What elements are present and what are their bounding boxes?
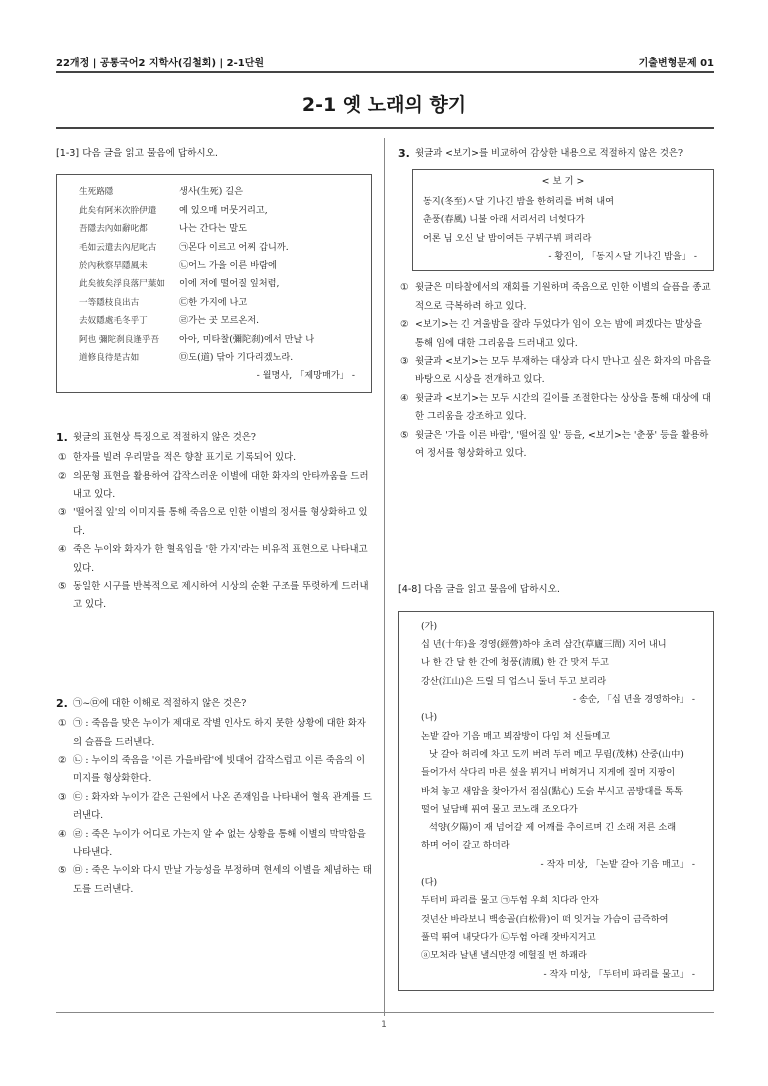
option-list	[56, 715, 372, 899]
poem-translation: ㉣가는 곳 모르온저.	[179, 315, 260, 327]
poem-box-jemangmaega	[56, 174, 372, 392]
option-text: '떨어질 잎'의 이미지를 통해 죽음으로 인한 이별의 정서를 형상화하고 있다.	[73, 507, 368, 537]
answer-option	[398, 390, 714, 427]
question-number: 1.	[56, 430, 68, 444]
option-marker: ⑤	[400, 429, 409, 441]
answer-option	[56, 468, 372, 505]
question-2	[56, 695, 372, 899]
passage-line: 하며 어이 갈고 하더라	[421, 840, 510, 852]
bogi-line: 어론 님 오신 날 밤이여든 구뷔구뷔 펴리라	[423, 232, 592, 244]
question-number: 3.	[398, 147, 410, 160]
option-text: ㉡ : 누이의 죽음을 '이른 가을바람'에 빗대어 갑작스럽고 이른 죽음의 이미지를 형상화한다.	[73, 755, 366, 785]
question-stem	[56, 429, 372, 447]
poem-translation: ㉢한 가지에 나고	[179, 296, 248, 308]
poem-original-hanja: 道修良待是古如	[79, 352, 140, 363]
option-marker: ①	[58, 452, 67, 464]
option-marker: ③	[58, 507, 67, 519]
passage-line: 두터비 파리를 물고 ㉠두험 우희 치다라 안자	[421, 895, 599, 907]
bogi-title: < 보 기 >	[541, 176, 585, 188]
page-header	[56, 52, 714, 70]
poem-translation: 예 있으매 머뭇거리고,	[179, 204, 268, 216]
title-rule	[56, 127, 714, 129]
option-text: 윗글과 <보기>는 모두 시간의 길이를 조절한다는 상상을 통해 대상에 대한 그리움을 강조하고 있다.	[415, 392, 712, 423]
option-marker: ③	[400, 356, 409, 368]
answer-option	[398, 353, 714, 390]
left-column	[56, 145, 372, 899]
option-text: 윗글과 <보기>는 모두 부재하는 대상과 다시 만나고 싶은 화자의 마음을 바탕으로 시상을 전개하고 있다.	[415, 356, 712, 386]
poem-row	[67, 220, 361, 238]
page-number: 1	[381, 1020, 387, 1030]
option-marker: ①	[400, 282, 409, 294]
passage-line: 들어가서 삭다리 마른 섶을 뷔거니 버혀거니 지게에 질머 지팡이	[421, 767, 676, 779]
footer-rule	[56, 1012, 714, 1013]
option-marker: ⑤	[58, 865, 67, 877]
page-title: 2-1 옛 노래의 향기	[301, 94, 467, 116]
poem-row	[67, 294, 361, 312]
passage-da-source: - 작자 미상, 「두터비 파리를 물고」 -	[543, 968, 695, 980]
passage-line: ⓐ모처라 날낸 낼싀만경 에헐질 번 하괘라	[421, 950, 587, 962]
answer-option	[56, 541, 372, 578]
poem-row	[67, 349, 361, 367]
right-column	[398, 145, 714, 991]
poem-row	[67, 239, 361, 257]
answer-option	[398, 316, 714, 353]
passage-ga-source: - 송순, 「십 년을 경영하야」 -	[573, 694, 695, 706]
poem-translation: 이에 저에 떨어질 잎처럼,	[179, 278, 280, 290]
poem-original-hanja: 毛如云遣去內尼叱古	[79, 242, 157, 253]
passage-line: 나 한 간 달 한 간에 청풍(淸風) 한 간 맛저 두고	[421, 657, 609, 669]
poem-row	[67, 331, 361, 349]
option-marker: ④	[400, 392, 409, 404]
passage-line: 풀덕 뛰여 내닷다가 ㉡두험 아래 잣바지거고	[421, 931, 596, 943]
poem-original-hanja: 去奴隱處毛冬乎丁	[79, 316, 148, 327]
poem-translation: 아아, 미타찰(彌陀刹)에서 만날 나	[179, 333, 315, 345]
passage-na-source: - 작자 미상, 「논밭 갈아 기음 매고」 -	[540, 858, 695, 870]
question-text: 윗글의 표현상 특징으로 적절하지 않은 것은?	[73, 431, 256, 443]
passage-line: 낫 갈아 허리에 차고 도끼 버려 두러 메고 무림(茂林) 산중(山中)	[429, 748, 684, 760]
passage-line: 것넌산 바라보니 백송골(白松骨)이 떠 잇거늘 가슴이 금즉하여	[421, 913, 669, 925]
question-1	[56, 429, 372, 615]
answer-option	[56, 449, 372, 467]
header-rule	[56, 71, 714, 73]
question-3	[398, 145, 714, 463]
option-text: 한자를 빌려 우리말을 적은 향찰 표기로 기록되어 있다.	[73, 452, 297, 464]
option-text: <보기>는 긴 겨울밤을 잘라 두었다가 임이 오는 밤에 펴겠다는 발상을 통해 임에 대한 그리움을 드러내고 있다.	[415, 319, 703, 349]
passage-tag-ga: (가)	[421, 620, 438, 632]
passage-line: 강산(江山)은 드릴 듸 업스니 둘너 두고 보리라	[421, 675, 607, 687]
answer-option	[56, 826, 372, 863]
poem-row	[67, 312, 361, 330]
poem-rows	[67, 183, 361, 367]
bogi-box	[412, 169, 714, 271]
poem-original-hanja: 此矣彼矣浮良落尸葉如	[79, 279, 165, 290]
passage-tag-da: (다)	[421, 877, 438, 889]
answer-option	[56, 789, 372, 826]
poem-translation: 생사(生死) 길은	[179, 186, 243, 198]
question-text: ㉠~㉤에 대한 이해로 적절하지 않은 것은?	[73, 697, 247, 709]
option-text: 윗글은 미타찰에서의 재회를 기원하며 죽음으로 인한 이별의 슬픔을 종교적으로 극복하려 하고 있다.	[415, 282, 711, 312]
header-doc-type: 기출변형문제 01	[638, 58, 714, 69]
poem-source: - 월명사, 「제망매가」 -	[256, 370, 355, 382]
passage-line: 십 년(十年)을 경영(經營)하야 초려 삼간(草廬三間) 지어 내니	[421, 639, 667, 651]
question-stem	[56, 695, 372, 713]
answer-option	[56, 578, 372, 615]
column-divider	[384, 138, 385, 1016]
poem-original-hanja: 阿也 彌陀刹良逢乎吾	[79, 334, 160, 345]
question-set-label: [4-8] 다음 글을 읽고 물음에 답하시오.	[398, 584, 560, 596]
answer-option	[56, 715, 372, 752]
option-list	[56, 449, 372, 615]
bogi-line: 동지(冬至)ㅅ달 기나긴 밤을 한허리를 버혀 내여	[423, 195, 615, 207]
passage-line: 바쳐 놓고 새암을 찾아가서 점심(點心) 도슭 부시고 곰방대를 톡톡	[421, 785, 683, 797]
question-number: 2.	[56, 696, 68, 710]
passage-line: 논밭 갈아 기음 매고 뵈잠방이 다임 쳐 신들메고	[421, 730, 611, 742]
poem-original-hanja: 吾隱去內如辭叱都	[79, 224, 148, 235]
poem-row	[67, 183, 361, 201]
answer-option	[398, 279, 714, 316]
option-text: ㉠ : 죽음을 맞은 누이가 제대로 작별 인사도 하지 못한 상황에 대한 화자의 슬픔을 드러낸다.	[73, 718, 366, 748]
option-marker: ②	[400, 319, 409, 331]
poem-original-hanja: 於內秋察早隱風未	[79, 260, 148, 271]
option-marker: ②	[58, 470, 67, 482]
poem-original-hanja: 一等隱枝良出古	[79, 297, 140, 308]
question-stem	[398, 145, 714, 163]
passage-line: 떨어 닢담배 퓌여 물고 코노래 조오다가	[421, 803, 578, 815]
option-text: 죽은 누이와 화자가 한 혈육임을 '한 가지'라는 비유적 표현으로 나타내고 있다.	[73, 544, 368, 574]
question-text: 윗글과 <보기>를 비교하여 감상한 내용으로 적절하지 않은 것은?	[415, 148, 684, 159]
poem-translation: ㉤도(道) 닦아 기다리겠노라.	[179, 351, 294, 363]
option-text: 윗글은 '가을 이른 바람', '떨어질 잎' 등을, <보기>는 '춘풍' 등을 활용하여 정서를 형상화하고 있다.	[415, 429, 709, 460]
option-list	[398, 279, 714, 463]
poem-original-hanja: 此矣有阿米次肸伊遣	[79, 205, 157, 216]
answer-option	[56, 862, 372, 899]
option-marker: ③	[58, 791, 67, 803]
header-course-info: 22개정 | 공통국어2 지학사(김철회) | 2-1단원	[56, 58, 265, 69]
poem-row	[67, 275, 361, 293]
poem-translation: ㉠몬다 이르고 어찌 갑니까.	[179, 241, 289, 253]
passage-na-lines	[421, 728, 701, 856]
bogi-source: - 황진이, 「동지ㅅ달 기나긴 밤을」 -	[548, 250, 697, 262]
bogi-lines	[423, 193, 703, 248]
option-text: ㉤ : 죽은 누이와 다시 만날 가능성을 부정하며 현세의 이별을 체념하는 태도를 드러낸다.	[73, 865, 372, 895]
passage-da-lines	[421, 892, 701, 965]
passage-box	[398, 611, 714, 991]
option-text: 동일한 시구를 반복적으로 제시하여 시상의 순환 구조를 뚜렷하게 드러내고 있다.	[73, 580, 369, 611]
option-marker: ①	[58, 718, 67, 730]
poem-row	[67, 257, 361, 275]
bogi-line: 춘풍(春風) 니불 아래 서리서리 너헛다가	[423, 214, 585, 226]
answer-option	[56, 504, 372, 541]
poem-translation: 나는 간다는 말도	[179, 223, 247, 235]
passage-ga-lines	[421, 636, 701, 691]
passage-line: 석양(夕陽)이 재 넘어갈 제 어깨를 추이르며 긴 소래 저른 소래	[429, 822, 677, 834]
answer-option	[56, 752, 372, 789]
option-marker: ④	[58, 544, 67, 556]
option-marker: ②	[58, 755, 67, 766]
answer-option	[398, 427, 714, 464]
option-text: 의문형 표현을 활용하여 갑작스러운 이별에 대한 화자의 안타까움을 드러내고 있다.	[73, 470, 369, 500]
passage-tag-na: (나)	[421, 712, 438, 724]
option-marker: ④	[58, 828, 67, 840]
option-text: ㉣ : 죽은 누이가 어디로 가는지 알 수 없는 상황을 통해 이별의 막막함을 나타낸다.	[73, 828, 366, 859]
option-text: ㉢ : 화자와 누이가 같은 근원에서 나온 존재임을 나타내어 혈육 관계를 드러낸다.	[73, 791, 372, 822]
poem-row	[67, 202, 361, 220]
option-marker: ⑤	[58, 580, 67, 592]
poem-translation: ㉡어느 가을 이른 바람에	[179, 259, 277, 271]
question-set-label: [1-3] 다음 글을 읽고 물음에 답하시오.	[56, 148, 218, 159]
poem-original-hanja: 生死路隱	[79, 187, 114, 198]
